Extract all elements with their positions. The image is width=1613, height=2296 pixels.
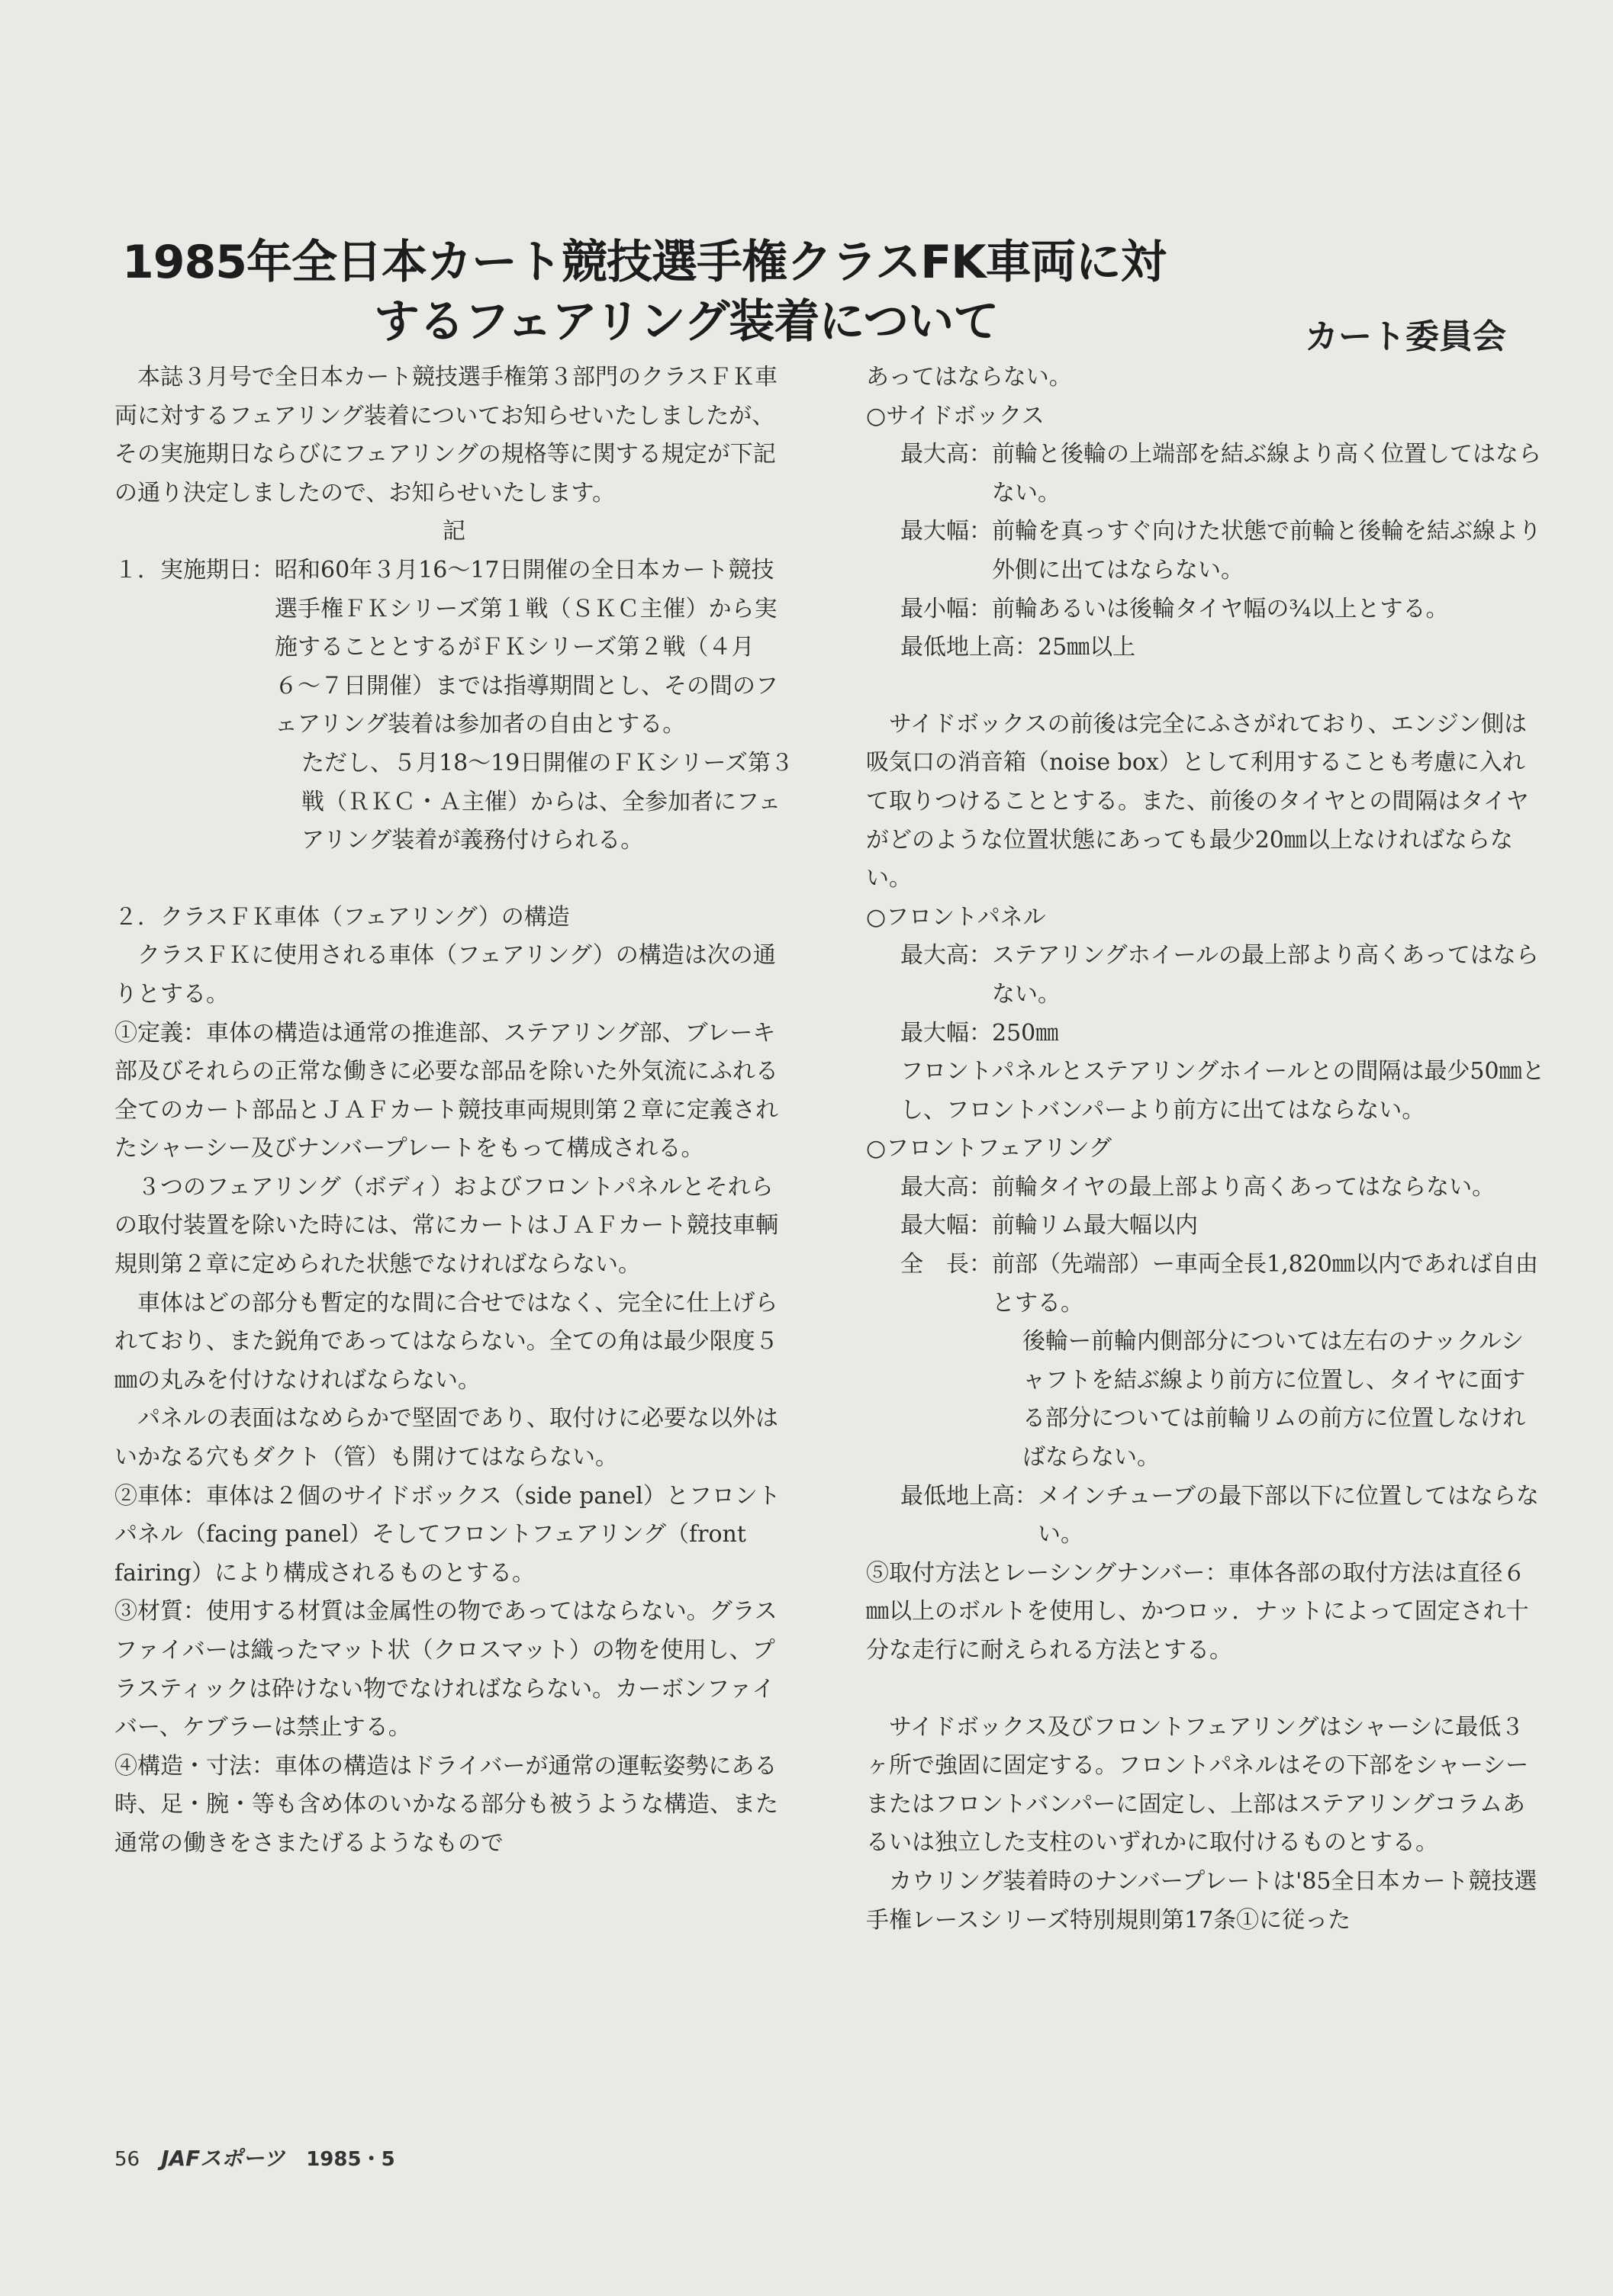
front-panel-heading: ○フロントパネル: [866, 903, 1046, 931]
spec-row: 最低地上高： 25㎜以上: [900, 634, 1136, 661]
author: カート委員会: [1305, 317, 1506, 356]
body-paragraph: ②車体：車体は２個のサイドボックス（side panel）とフロントパネル（facing panel）そしてフロントフェアリング（front fairing）により構成されるものとする。: [114, 1482, 781, 1587]
spec-row: 全 長： 前部（先端部）ー車両全長1,820㎜以内であれば自由とする。: [900, 1251, 1538, 1317]
page-footer: [114, 2142, 395, 2172]
spec-row: 最大高： ステアリングホイールの最上部より高くあってはならない。: [900, 942, 1539, 1008]
ki-heading: 記: [443, 518, 465, 545]
spec-row: 最小幅： 前輪あるいは後輪タイヤ幅の¾以上とする。: [900, 595, 1449, 622]
front-fairing-heading: ○フロントフェアリング: [866, 1135, 1112, 1162]
spec-row: 最大高： 前輪と後輪の上端部を結ぶ線より高く位置してはならない。: [900, 441, 1541, 506]
structure-paragraph: ④構造・寸法：車体の構造はドライバーが通常の運転姿勢にある時、足・腕・等も含め体のいかなる部分も被うような構造、また通常の働きをさまたげるようなもので: [114, 1752, 778, 1857]
mounting-paragraph-2: カウリング装着時のナンバープレートは'85全日本カート競技選手権レースシリーズ特別規則第17条①に従った: [866, 1867, 1537, 1934]
magazine-name: JAFスポーツ: [161, 2146, 285, 2171]
title-line-2: するフェアリング装着について: [374, 295, 999, 349]
section-2-heading: ２．クラスＦＫ車体（フェアリング）の構造: [114, 903, 570, 931]
spec-row: 最大高： 前輪タイヤの最上部より高くあってはならない。: [900, 1173, 1495, 1201]
spec-row: 後輪ー前輪内側部分については左右のナックルシャフトを結ぶ線より前方に位置し、タイヤに面する部分については前輪リムの前方に位置しなければならない。: [1022, 1328, 1526, 1471]
page-number: 56: [114, 2148, 140, 2171]
front-fairing-specs: [866, 1169, 1545, 1555]
left-column: [114, 359, 794, 1863]
section-1-label: １．実施期日：: [114, 556, 275, 584]
side-box-paragraph: サイドボックスの前後は完全にふさがれており、エンジン側は吸気口の消音箱（noise box）として利用することも考慮に入れて取りつけることとする。また、前後のタイヤとの間隔はタイヤがどのような位置状態にあっても最少20㎜以上なければならない。: [866, 710, 1529, 892]
side-box-heading: ○サイドボックス: [866, 402, 1045, 429]
mounting-paragraph-1: サイドボックス及びフロントフェアリングはシャーシに最低３ヶ所で強固に固定する。フロントパネルはその下部をシャーシーまたはフロントバンパーに固定し、上部はステアリングコラムあるいは独立した支柱のいずれかに取付けるものとする。: [866, 1713, 1529, 1857]
intro-paragraph: 本誌３月号で全日本カート競技選手権第３部門のクラスＦＫ車両に対するフェアリング装着についてお知らせいたしましたが、その実施期日ならびにフェアリングの規格等に関する規定が下記の通り決定しましたので、お知らせいたします。: [114, 364, 778, 506]
section-2-paragraph-4: パネルの表面はなめらかで堅固であり、取付けに必要な以外はいかなる穴もダクト（管）も開けてはならない。: [114, 1405, 778, 1471]
continuation-text: あってはならない。: [866, 364, 1072, 391]
definition-paragraph: ①定義：車体の構造は通常の推進部、ステアリング部、ブレーキ部及びそれらの正常な働きに必要な部品を除いた外気流にふれる全てのカート部品とＪＡＦカート競技車両規則第２章に定義されたシャーシー及びナンバープレートをもって構成される。: [114, 1019, 778, 1162]
title-line-1: 1985年全日本カート競技選手権クラスFK車両に対: [122, 236, 1166, 289]
article-title: [122, 233, 1465, 352]
section-2-paragraph-3: 車体はどの部分も暫定的な間に合せではなく、完全に仕上げられており、また鋭角であってはならない。全ての角は最少限度５㎜の丸みを付けなければならない。: [114, 1289, 778, 1394]
section-2-paragraph-2: ３つのフェアリング（ボディ）およびフロントパネルとそれらの取付装置を除いた時には、常にカートはＪＡＦカート競技車輌規則第２章に定められた状態でなければならない。: [114, 1173, 778, 1278]
right-column: [866, 359, 1545, 1940]
spec-row: 最大幅： 250㎜: [900, 1019, 1059, 1047]
side-box-specs: [866, 436, 1545, 667]
section-1-body-2: ただし、５月18〜19日開催のＦＫシリーズ第３戦（ＲＫＣ・Ａ主催）からは、全参加者にフェアリング装着が義務付けられる。: [301, 749, 794, 854]
section-2-paragraph-1: クラスＦＫに使用される車体（フェアリング）の構造は次の通りとする。: [114, 942, 776, 1008]
issue-date: 1985・5: [306, 2148, 395, 2171]
front-panel-paragraph: フロントパネルとステアリングホイールとの間隔は最少50㎜とし、フロントバンパーより前方に出てはならない。: [900, 1058, 1545, 1124]
section-1: [114, 551, 794, 744]
section-1-body: 昭和60年３月16〜17日開催の全日本カート競技選手権ＦＫシリーズ第１戦（ＳＫＣ主催）から実施することとするがＦＫシリーズ第２戦（４月６〜７日開催）までは指導期間とし、その間のフェアリング装着は参加者の自由とする。: [275, 556, 778, 738]
spec-row: 最大幅： 前輪リム最大幅以内: [900, 1212, 1198, 1240]
material-paragraph: ③材質：使用する材質は金属性の物であってはならない。グラスファイバーは織ったマット状（クロスマット）の物を使用し、プラスティックは砕けない物でなければならない。カーボンファイバー、ケブラーは禁止する。: [114, 1598, 778, 1741]
spec-row: 最大幅： 前輪を真っすぐ向けた状態で前輪と後輪を結ぶ線より外側に出てはならない。: [900, 518, 1541, 584]
front-panel-specs: [866, 937, 1545, 1053]
mounting-paragraph: ⑤取付方法とレーシングナンバー：車体各部の取付方法は直径６㎜以上のボルトを使用し、かつロッ．ナットによって固定され十分な走行に耐えられる方法とする。: [866, 1559, 1529, 1664]
spec-row: 最低地上高： メインチューブの最下部以下に位置してはならない。: [900, 1482, 1539, 1548]
